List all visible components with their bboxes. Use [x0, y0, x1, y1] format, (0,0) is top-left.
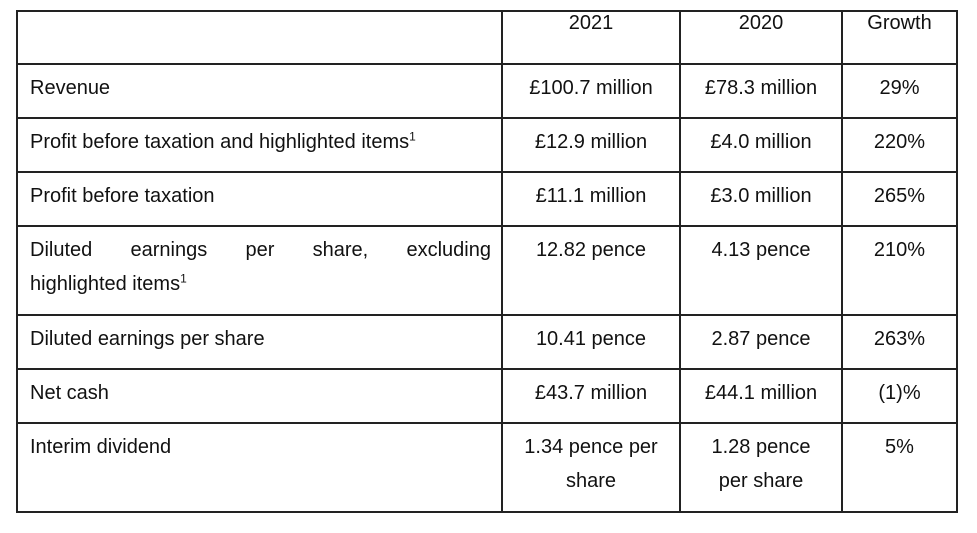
label-word: share,	[312, 239, 369, 261]
value-2020	[680, 423, 842, 512]
header-cell-2020: 2020	[680, 11, 842, 64]
footnote-marker: 1	[180, 271, 187, 286]
value-2020: 4.13 pence	[680, 226, 842, 315]
header-row	[17, 11, 957, 64]
value-2021	[502, 423, 680, 512]
value-2020: £44.1 million	[680, 369, 842, 423]
value-growth: 5%	[842, 423, 957, 512]
value-2021: £43.7 million	[502, 369, 680, 423]
financial-highlights-table	[16, 10, 958, 513]
row-label-text: Profit before taxation	[30, 185, 215, 207]
row-label	[17, 226, 502, 315]
table-row	[17, 118, 957, 172]
row-label	[17, 423, 502, 512]
header-cell-growth: Growth	[842, 11, 957, 64]
value-line: 1.34 pence per	[524, 436, 658, 458]
value-growth: 263%	[842, 315, 957, 369]
label-word: excluding	[406, 239, 491, 261]
row-label-text: Net cash	[30, 382, 109, 404]
table-row	[17, 369, 957, 423]
row-label-line-1	[30, 233, 491, 267]
row-label	[17, 369, 502, 423]
value-2021: 10.41 pence	[502, 315, 680, 369]
table-row	[17, 172, 957, 226]
label-word: Diluted	[30, 239, 93, 261]
header-cell-blank	[17, 11, 502, 64]
value-line: share	[565, 470, 617, 492]
label-word: earnings	[130, 239, 208, 261]
row-label-text: Diluted earnings per share	[30, 328, 265, 350]
value-growth: 29%	[842, 64, 957, 118]
row-label-text: Profit before taxation and highlighted items	[30, 131, 410, 153]
row-label-text: Revenue	[30, 77, 111, 99]
row-label	[17, 118, 502, 172]
table-row	[17, 423, 957, 512]
value-growth: 210%	[842, 226, 957, 315]
header-cell-2021: 2021	[502, 11, 680, 64]
row-label-text: Interim dividend	[30, 436, 172, 458]
value-growth: 265%	[842, 172, 957, 226]
footnote-marker: 1	[409, 129, 416, 144]
value-2021: £11.1 million	[502, 172, 680, 226]
table-row	[17, 315, 957, 369]
row-label-text: highlighted items	[30, 273, 181, 295]
row-label	[17, 315, 502, 369]
value-2020: £3.0 million	[680, 172, 842, 226]
value-2021: 12.82 pence	[502, 226, 680, 315]
row-label	[17, 172, 502, 226]
value-line: 1.28 pence	[711, 436, 811, 458]
value-2021: £12.9 million	[502, 118, 680, 172]
table-row	[17, 226, 957, 315]
value-growth: (1)%	[842, 369, 957, 423]
label-word: per	[245, 239, 275, 261]
value-growth: 220%	[842, 118, 957, 172]
value-2020: 2.87 pence	[680, 315, 842, 369]
value-2020: £4.0 million	[680, 118, 842, 172]
value-2020: £78.3 million	[680, 64, 842, 118]
value-2021: £100.7 million	[502, 64, 680, 118]
row-label	[17, 64, 502, 118]
value-line: per share	[718, 470, 804, 492]
row-label-line-2	[30, 267, 491, 301]
table-row	[17, 64, 957, 118]
